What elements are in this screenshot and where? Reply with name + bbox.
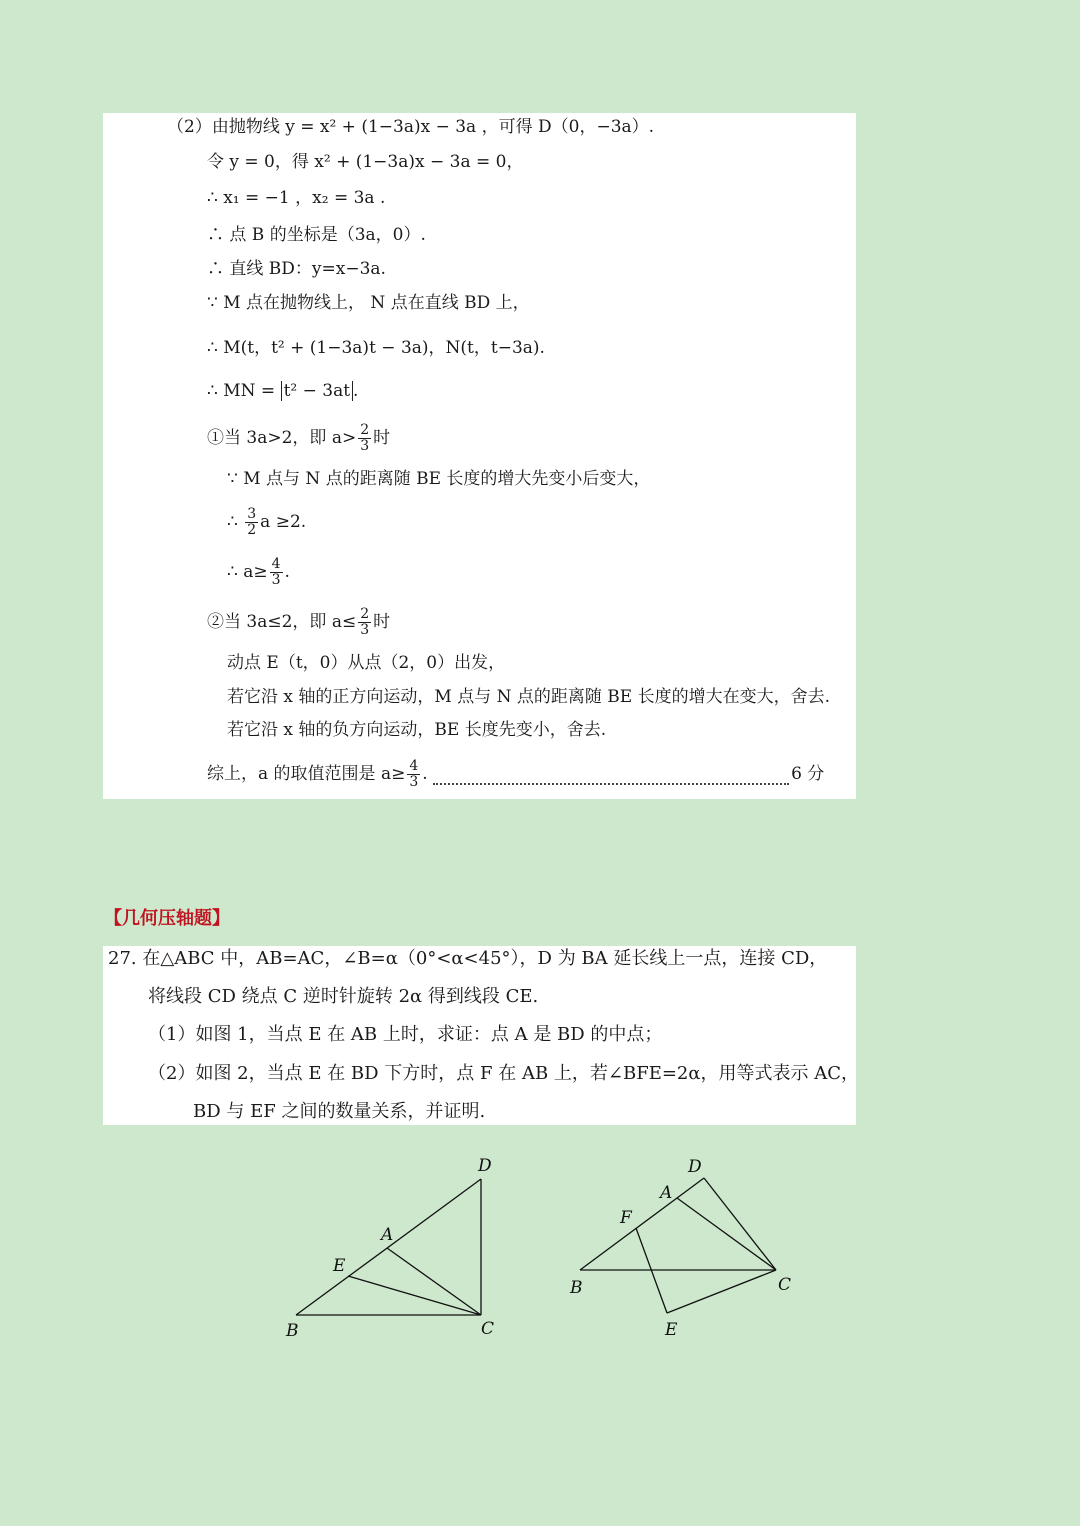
solution-line-5: ∴ 直线 BD：y=x−3a. <box>207 259 386 279</box>
fraction-numerator: 2 <box>360 606 370 622</box>
line-11-suffix: a ≥2. <box>260 512 307 532</box>
fraction-numerator: 4 <box>409 758 419 774</box>
mn-abs-expression: t² − 3at <box>281 381 353 401</box>
solution-line-16: 若它沿 x 轴的负方向运动，BE 长度先变小，舍去. <box>227 720 607 740</box>
fraction-numerator: 4 <box>271 556 281 572</box>
label-b: B <box>286 1321 299 1341</box>
score-label: 6 分 <box>791 764 825 784</box>
figure-1-labels <box>285 1156 494 1341</box>
problem-line-5: BD 与 EF 之间的数量关系，并证明. <box>193 1101 486 1122</box>
figure-2 <box>580 1178 776 1313</box>
segment-dc <box>704 1178 776 1270</box>
segment-bd <box>580 1178 704 1270</box>
solution-line-6: ∵ M 点在抛物线上， N 点在直线 BD 上， <box>207 293 530 313</box>
label-a: A <box>381 1225 394 1245</box>
segment-ac <box>677 1198 776 1270</box>
figure-2-labels <box>569 1157 791 1340</box>
label-e: E <box>333 1256 346 1276</box>
problem-line-1: 27. 在△ABC 中，AB=AC，∠B=α（0°<α<45°），D 为 BA 延长线上一点，连接 CD， <box>108 948 828 969</box>
line-12-suffix: . <box>284 562 290 582</box>
label-e: E <box>665 1320 678 1340</box>
fraction-denominator: 2 <box>247 522 257 538</box>
conclusion-prefix: 综上，a 的取值范围是 a≥ <box>207 764 406 784</box>
line-11-prefix: ∴ <box>227 512 238 532</box>
label-c: C <box>481 1319 495 1339</box>
solution-line-10: ∵ M 点与 N 点的距离随 BE 长度的增大先变小后变大， <box>227 469 651 489</box>
segment-ec <box>348 1276 481 1315</box>
mn-period: . <box>353 381 359 401</box>
label-f: F <box>620 1208 632 1228</box>
problem-part-2: （2）如图 2，当点 E 在 BD 下方时，点 F 在 AB 上，若∠BFE=2α，用等式表示 AC， <box>148 1063 860 1084</box>
solution-line-2: 令 y = 0，得 x² + (1−3a)x − 3a = 0， <box>207 152 524 172</box>
case-1-prefix: ①当 3a>2，即 a> <box>207 428 357 448</box>
segment-ec <box>667 1270 776 1313</box>
case-2-prefix: ②当 3a≤2，即 a≤ <box>207 612 357 632</box>
label-b: B <box>570 1278 583 1298</box>
label-d: D <box>478 1156 492 1176</box>
fraction-denominator: 3 <box>271 572 281 588</box>
fraction-numerator: 2 <box>360 422 370 438</box>
solution-line-3: ∴ x₁ = −1 ，x₂ = 3a . <box>207 188 386 208</box>
case-1-suffix: 时 <box>373 428 391 448</box>
section-heading: 【几何压轴题】 <box>104 908 230 929</box>
solution-line-14: 动点 E（t，0）从点（2，0）出发， <box>227 653 506 673</box>
segment-ac <box>387 1248 481 1315</box>
solution-line-1: （2）由抛物线 y = x² + (1−3a)x − 3a ，可得 D（0，−3a）. <box>167 117 655 137</box>
case-2-suffix: 时 <box>373 612 391 632</box>
solution-line-4: ∴ 点 B 的坐标是（3a，0）. <box>207 225 426 245</box>
fraction-denominator: 3 <box>360 622 370 638</box>
problem-line-2: 将线段 CD 绕点 C 逆时针旋转 2α 得到线段 CE. <box>148 986 539 1007</box>
conclusion-suffix: . <box>422 764 428 784</box>
fraction-denominator: 3 <box>409 774 419 790</box>
line-12-prefix: ∴ a≥ <box>227 562 268 582</box>
solution-line-7: ∴ M(t，t² + (1−3a)t − 3a)，N(t，t−3a). <box>207 338 545 358</box>
label-d: D <box>688 1157 702 1177</box>
solution-line-15: 若它沿 x 轴的正方向运动，M 点与 N 点的距离随 BE 长度的增大在变大，舍去. <box>227 687 831 707</box>
figure-1 <box>296 1179 481 1315</box>
label-a: A <box>660 1183 673 1203</box>
label-c: C <box>778 1275 792 1295</box>
fraction-numerator: 3 <box>247 506 257 522</box>
mn-prefix: ∴ MN = <box>207 381 276 401</box>
problem-part-1: （1）如图 1，当点 E 在 AB 上时，求证：点 A 是 BD 的中点； <box>148 1024 663 1045</box>
fraction-denominator: 3 <box>360 438 370 454</box>
